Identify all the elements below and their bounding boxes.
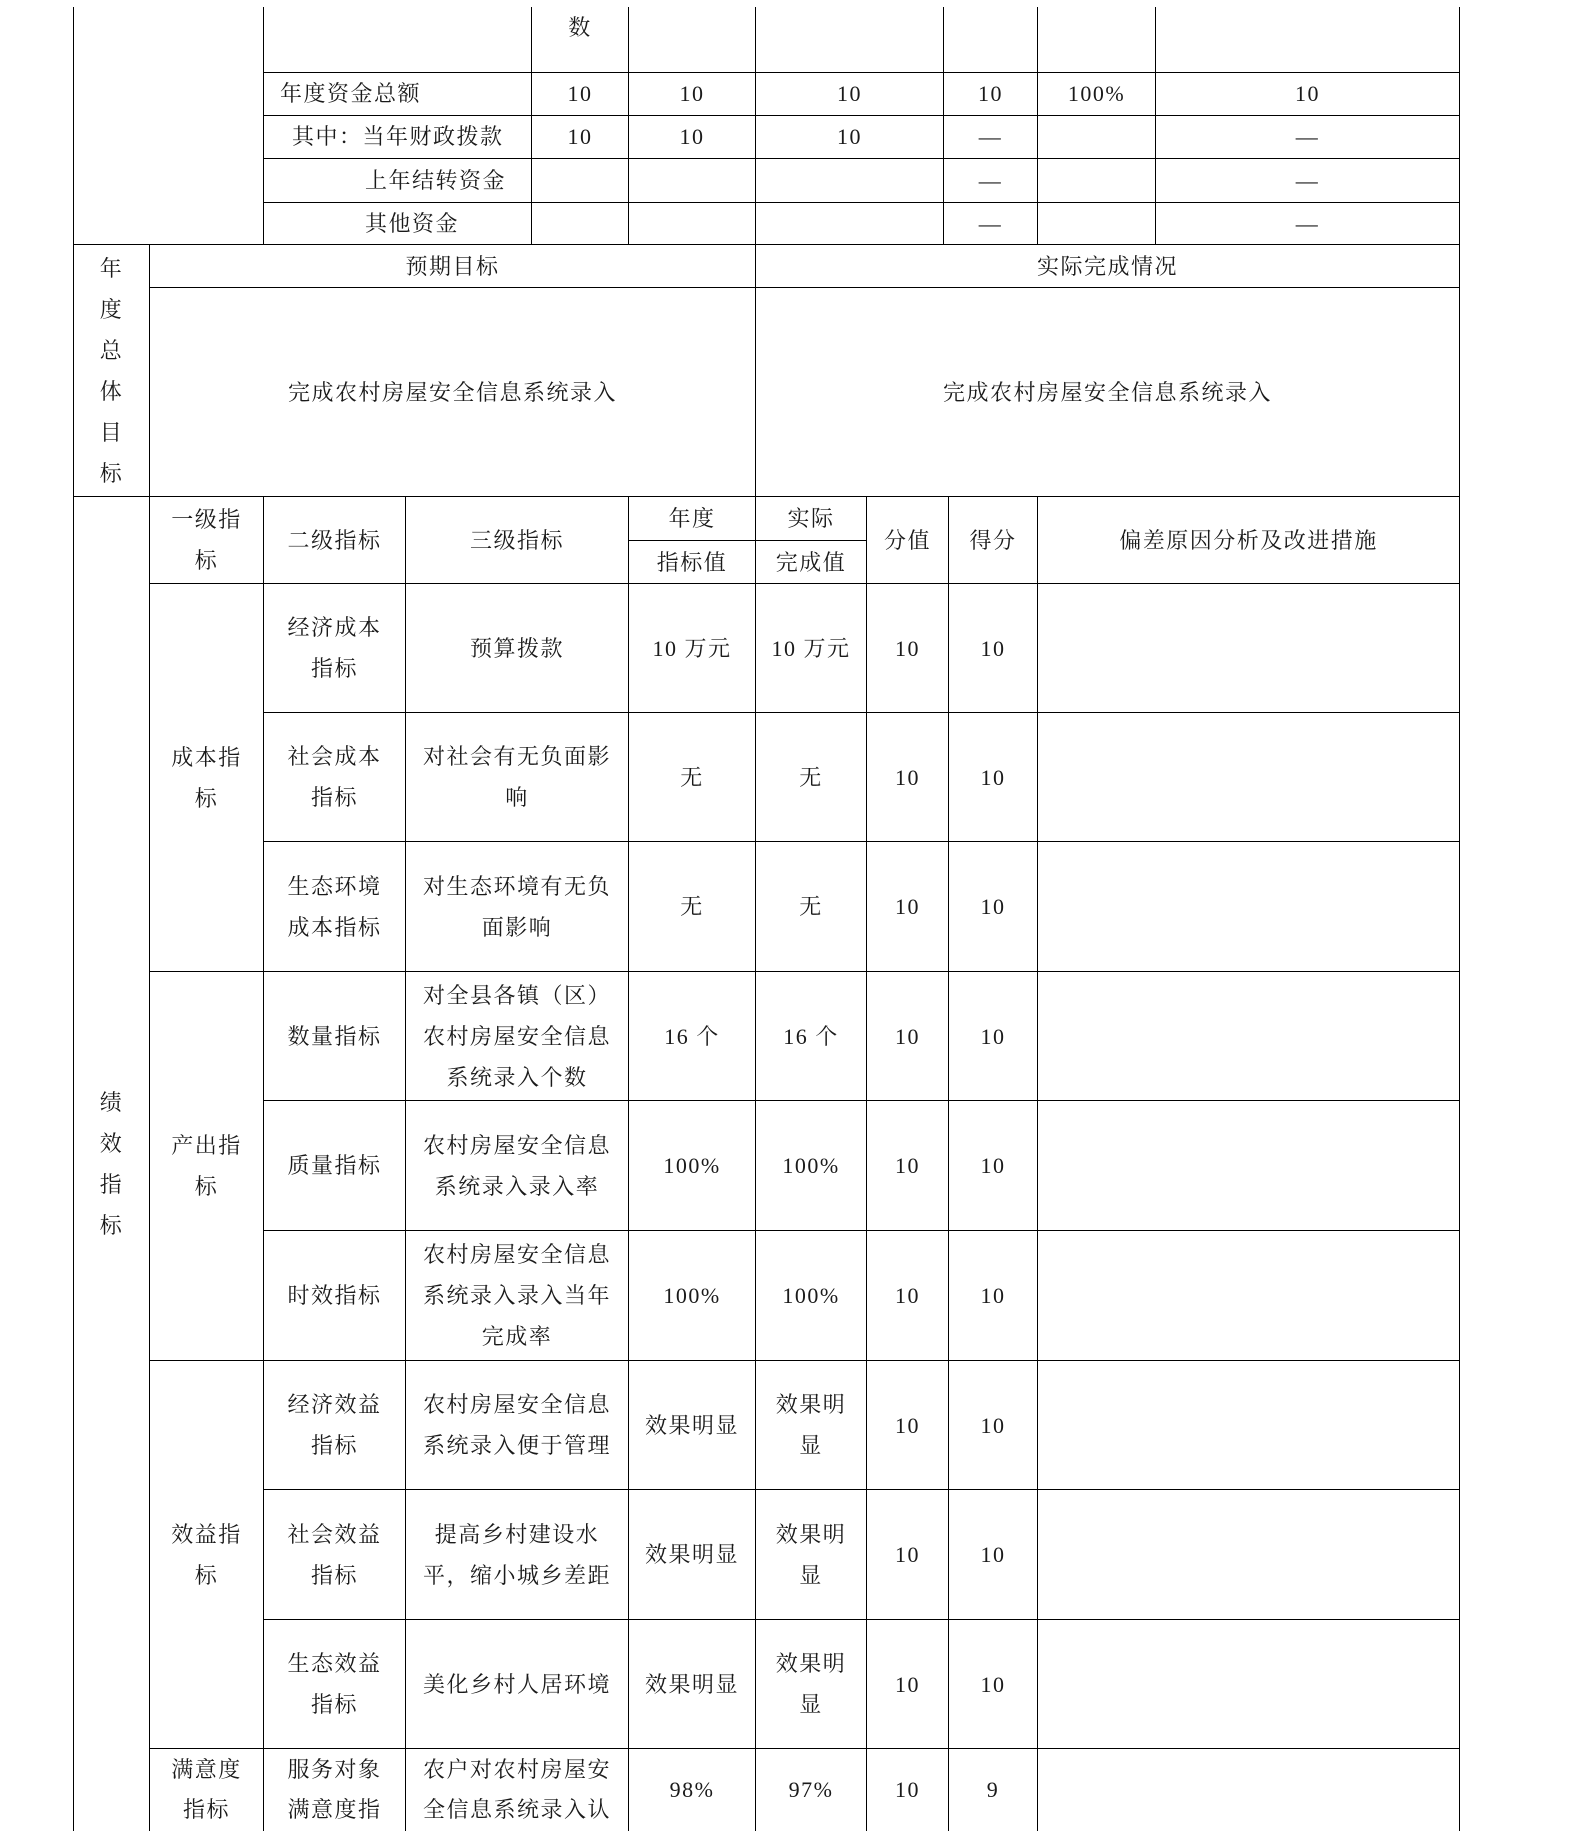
annual-goal-header-row [74, 245, 1460, 288]
level3-indicator: 对社会有无负面影响 [406, 713, 629, 842]
funds-value-cell: — [1156, 202, 1460, 244]
annual-target-value: 效果明显 [629, 1490, 756, 1620]
level3-indicator: 美化乡村人居环境 [406, 1620, 629, 1749]
funds-value-cell: 10 [532, 115, 629, 158]
actual-value: 16 个 [756, 972, 867, 1101]
weight-value: 10 [867, 972, 949, 1101]
indicator-row [74, 713, 1460, 842]
funds-value-cell: 10 [629, 72, 756, 115]
header-score: 得分 [949, 497, 1038, 584]
funds-row-label: 其他资金 [264, 202, 532, 244]
funds-value-cell [1038, 115, 1156, 158]
weight-value: 10 [867, 1490, 949, 1620]
actual-value: 效果明显 [756, 1620, 867, 1749]
level3-indicator: 农村房屋安全信息系统录入录入当年完成率 [406, 1231, 629, 1361]
annual-goal-label: 年度总体目标 [74, 245, 150, 497]
expected-goal-text: 完成农村房屋安全信息系统录入 [150, 288, 756, 497]
deviation-cell [1038, 1361, 1460, 1490]
deviation-cell [1038, 1101, 1460, 1231]
performance-header-row [74, 497, 1460, 541]
level3-indicator: 农村房屋安全信息系统录入录入率 [406, 1101, 629, 1231]
level1-indicator: 成本指标 [150, 584, 264, 972]
annual-target-value: 10 万元 [629, 584, 756, 713]
funds-row-total [74, 72, 1460, 115]
funds-value-cell: 10 [1156, 72, 1460, 115]
deviation-cell [1038, 713, 1460, 842]
funds-value-cell [629, 158, 756, 202]
annual-target-value: 100% [629, 1231, 756, 1361]
weight-value: 10 [867, 584, 949, 713]
deviation-cell [1038, 1231, 1460, 1361]
funds-row-label: 年度资金总额 [264, 72, 532, 115]
funds-table [73, 7, 1460, 245]
funds-header-cell [944, 7, 1038, 72]
indicator-row [74, 1490, 1460, 1620]
level2-indicator: 社会效益指标 [264, 1490, 406, 1620]
score-value: 10 [949, 1490, 1038, 1620]
header-annual-target-top: 年度 [629, 497, 756, 541]
score-value: 9 [949, 1749, 1038, 1831]
actual-value: 10 万元 [756, 584, 867, 713]
annual-goal-content-row [74, 288, 1460, 497]
deviation-cell [1038, 1749, 1460, 1831]
header-actual-top: 实际 [756, 497, 867, 541]
annual-target-value: 100% [629, 1101, 756, 1231]
score-value: 10 [949, 972, 1038, 1101]
funds-header-row [74, 7, 1460, 72]
funds-row-carryover [74, 158, 1460, 202]
funds-value-cell [1038, 202, 1156, 244]
annual-target-value: 无 [629, 842, 756, 972]
funds-row-label: 上年结转资金 [264, 158, 532, 202]
level2-indicator: 经济效益指标 [264, 1361, 406, 1490]
score-value: 10 [949, 713, 1038, 842]
funds-value-cell [532, 202, 629, 244]
weight-value: 10 [867, 1620, 949, 1749]
indicator-row [74, 1749, 1460, 1831]
header-actual-bottom: 完成值 [756, 541, 867, 584]
funds-merged-blank-cell [74, 7, 264, 244]
funds-header-cell [1156, 7, 1460, 72]
weight-value: 10 [867, 1231, 949, 1361]
annual-target-value: 16 个 [629, 972, 756, 1101]
indicator-row [74, 972, 1460, 1101]
score-value: 10 [949, 842, 1038, 972]
funds-row-fiscal [74, 115, 1460, 158]
funds-row-other [74, 202, 1460, 244]
level3-indicator: 对生态环境有无负面影响 [406, 842, 629, 972]
level2-indicator: 生态效益指标 [264, 1620, 406, 1749]
performance-table [73, 496, 1460, 1831]
funds-value-cell [756, 202, 944, 244]
annual-goal-table [73, 244, 1460, 497]
weight-value: 10 [867, 1749, 949, 1831]
level3-indicator: 农户对农村房屋安全信息系统录入认 [406, 1749, 629, 1831]
annual-target-value: 效果明显 [629, 1620, 756, 1749]
level2-indicator: 经济成本指标 [264, 584, 406, 713]
indicator-row [74, 842, 1460, 972]
funds-header-cell [629, 7, 756, 72]
header-level3: 三级指标 [406, 497, 629, 584]
funds-value-cell: — [944, 202, 1038, 244]
funds-header-label-cell [264, 7, 532, 72]
funds-value-cell [1038, 158, 1156, 202]
actual-value: 效果明显 [756, 1490, 867, 1620]
level3-indicator: 提高乡村建设水平，缩小城乡差距 [406, 1490, 629, 1620]
header-level1: 一级指标 [150, 497, 264, 584]
actual-value: 100% [756, 1101, 867, 1231]
score-value: 10 [949, 1101, 1038, 1231]
funds-value-cell [756, 158, 944, 202]
expected-goal-header: 预期目标 [150, 245, 756, 288]
deviation-cell [1038, 1620, 1460, 1749]
funds-value-cell [629, 202, 756, 244]
score-value: 10 [949, 1361, 1038, 1490]
level1-indicator: 效益指标 [150, 1361, 264, 1749]
indicator-row [74, 584, 1460, 713]
deviation-cell [1038, 842, 1460, 972]
header-annual-target-bottom: 指标值 [629, 541, 756, 584]
level1-indicator: 产出指标 [150, 972, 264, 1361]
level1-indicator: 满意度指标 [150, 1749, 264, 1831]
funds-header-cell [756, 7, 944, 72]
actual-value: 无 [756, 713, 867, 842]
funds-value-cell: 10 [629, 115, 756, 158]
funds-value-cell: — [944, 115, 1038, 158]
level2-indicator: 数量指标 [264, 972, 406, 1101]
score-value: 10 [949, 584, 1038, 713]
funds-header-tail: 数 [532, 7, 629, 72]
level2-indicator: 服务对象满意度指 [264, 1749, 406, 1831]
performance-label: 绩效指标 [74, 497, 150, 1831]
funds-value-cell: — [1156, 115, 1460, 158]
actual-result-text: 完成农村房屋安全信息系统录入 [756, 288, 1460, 497]
indicator-row [74, 1231, 1460, 1361]
header-level2: 二级指标 [264, 497, 406, 584]
weight-value: 10 [867, 842, 949, 972]
level2-indicator: 生态环境成本指标 [264, 842, 406, 972]
actual-value: 效果明显 [756, 1361, 867, 1490]
funds-row-label: 其中：当年财政拨款 [264, 115, 532, 158]
indicator-row [74, 1361, 1460, 1490]
actual-value: 97% [756, 1749, 867, 1831]
annual-target-value: 效果明显 [629, 1361, 756, 1490]
indicator-row [74, 1620, 1460, 1749]
indicator-row [74, 1101, 1460, 1231]
annual-target-value: 98% [629, 1749, 756, 1831]
funds-value-cell: 100% [1038, 72, 1156, 115]
level2-indicator: 质量指标 [264, 1101, 406, 1231]
deviation-cell [1038, 584, 1460, 713]
actual-result-header: 实际完成情况 [756, 245, 1460, 288]
header-weight: 分值 [867, 497, 949, 584]
weight-value: 10 [867, 1361, 949, 1490]
funds-value-cell [532, 158, 629, 202]
actual-value: 无 [756, 842, 867, 972]
header-deviation: 偏差原因分析及改进措施 [1038, 497, 1460, 584]
funds-value-cell: 10 [944, 72, 1038, 115]
weight-value: 10 [867, 1101, 949, 1231]
level2-indicator: 时效指标 [264, 1231, 406, 1361]
annual-target-value: 无 [629, 713, 756, 842]
funds-value-cell: 10 [756, 72, 944, 115]
funds-header-cell [1038, 7, 1156, 72]
level2-indicator: 社会成本指标 [264, 713, 406, 842]
funds-value-cell: 10 [532, 72, 629, 115]
funds-value-cell: — [944, 158, 1038, 202]
funds-value-cell: — [1156, 158, 1460, 202]
score-value: 10 [949, 1231, 1038, 1361]
deviation-cell [1038, 1490, 1460, 1620]
weight-value: 10 [867, 713, 949, 842]
level3-indicator: 对全县各镇（区）农村房屋安全信息系统录入个数 [406, 972, 629, 1101]
deviation-cell [1038, 972, 1460, 1101]
score-value: 10 [949, 1620, 1038, 1749]
actual-value: 100% [756, 1231, 867, 1361]
level3-indicator: 预算拨款 [406, 584, 629, 713]
level3-indicator: 农村房屋安全信息系统录入便于管理 [406, 1361, 629, 1490]
funds-value-cell: 10 [756, 115, 944, 158]
